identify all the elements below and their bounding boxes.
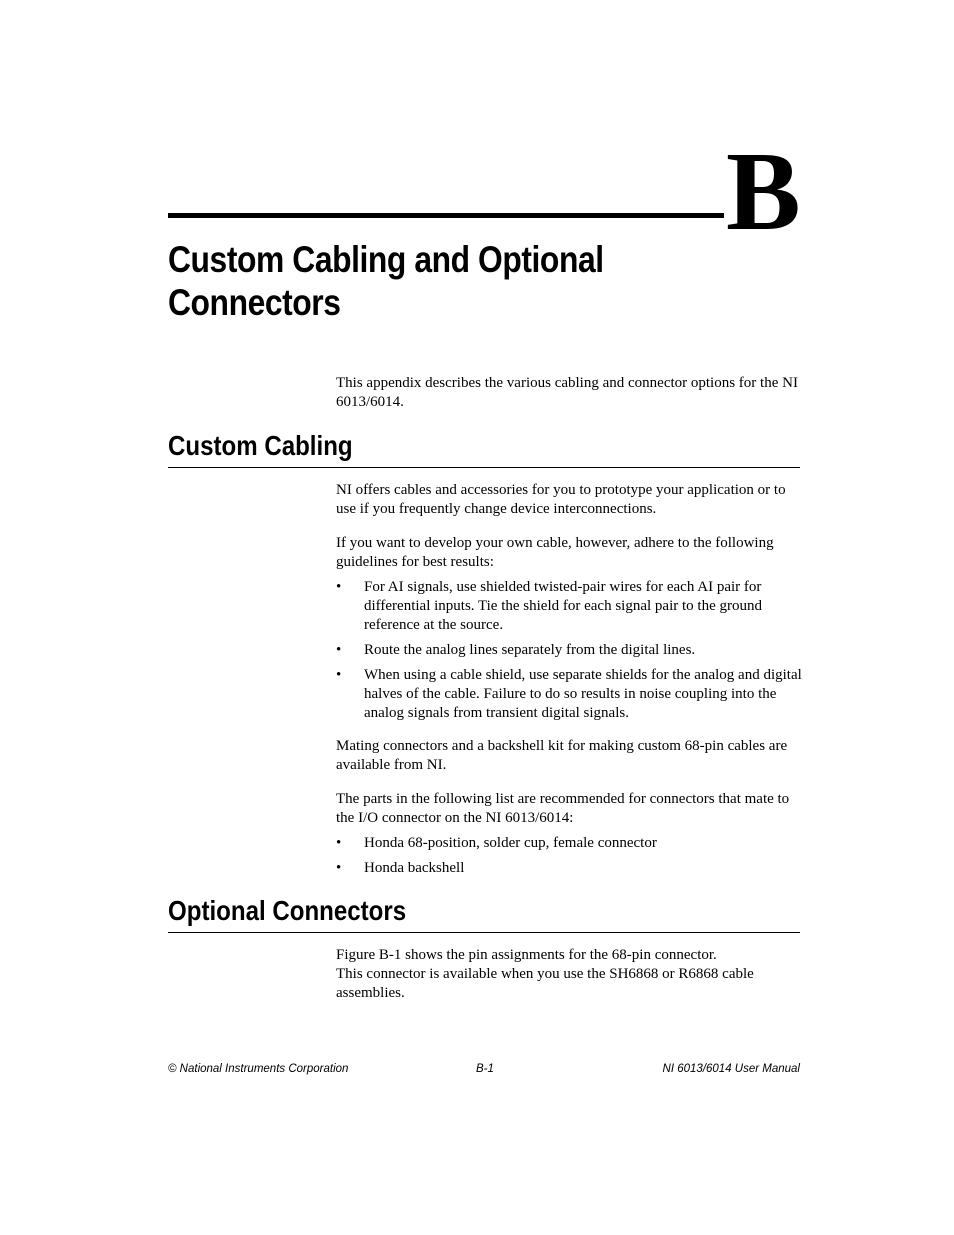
list-item — [336, 666, 802, 723]
list-item — [336, 578, 802, 635]
paragraph: Mating connectors and a backshell kit for making custom 68-pin cables are available from NI. — [336, 738, 788, 773]
section-rule — [168, 932, 800, 933]
list-item-text: Honda backshell — [364, 860, 465, 876]
section-rule — [168, 467, 800, 468]
list-item-text: When using a cable shield, use separate shields for the analog and digital halves of the cable. Failure to do so results in noise coupling into the analog signals from transient digital signals. — [364, 667, 802, 721]
appendix-letter: B — [726, 130, 801, 254]
list-item-text: For AI signals, use shielded twisted-pair wires for each AI pair for differential inputs. Tie the shield for each signal pair to the ground reference at the source. — [364, 579, 762, 633]
list-item-text: Route the analog lines separately from the digital lines. — [364, 642, 696, 658]
section-heading-custom-cabling — [168, 431, 800, 461]
intro-paragraph: This appendix describes the various cabling and connector options for the NI 6013/6014. — [336, 375, 798, 410]
paragraph: This connector is available when you use the SH6868 or R6868 cable assemblies. — [336, 966, 754, 1001]
bullet-icon: • — [336, 642, 342, 658]
guidelines-list — [336, 578, 802, 729]
footer-page-number: B-1 — [476, 1063, 494, 1075]
bullet-icon: • — [336, 667, 342, 683]
list-item — [336, 834, 802, 853]
paragraph: The parts in the following list are recommended for connectors that mate to the I/O connector on the NI 6013/6014: — [336, 791, 790, 826]
list-item-text: Honda 68-position, solder cup, female connector — [364, 835, 657, 851]
bullet-icon: • — [336, 835, 342, 851]
bullet-icon: • — [336, 579, 342, 595]
parts-list — [336, 834, 802, 884]
section-heading-text: Custom Cabling — [168, 430, 353, 461]
list-item — [336, 859, 802, 878]
paragraph: NI offers cables and accessories for you to prototype your application or to use if you frequently change device interconnections. — [336, 482, 786, 517]
section-heading-optional-connectors — [168, 896, 800, 926]
chapter-rule — [168, 213, 724, 218]
footer-manual-title: NI 6013/6014 User Manual — [662, 1063, 800, 1075]
paragraph: If you want to develop your own cable, however, adhere to the following guidelines for best results: — [336, 535, 774, 570]
chapter-title: Custom Cabling and Optional Connectors — [168, 239, 604, 323]
list-item — [336, 641, 802, 660]
paragraph: Figure B-1 shows the pin assignments for the 68-pin connector. — [336, 947, 717, 963]
section-heading-text: Optional Connectors — [168, 895, 407, 926]
footer-copyright: © National Instruments Corporation — [168, 1063, 349, 1075]
bullet-icon: • — [336, 860, 342, 876]
